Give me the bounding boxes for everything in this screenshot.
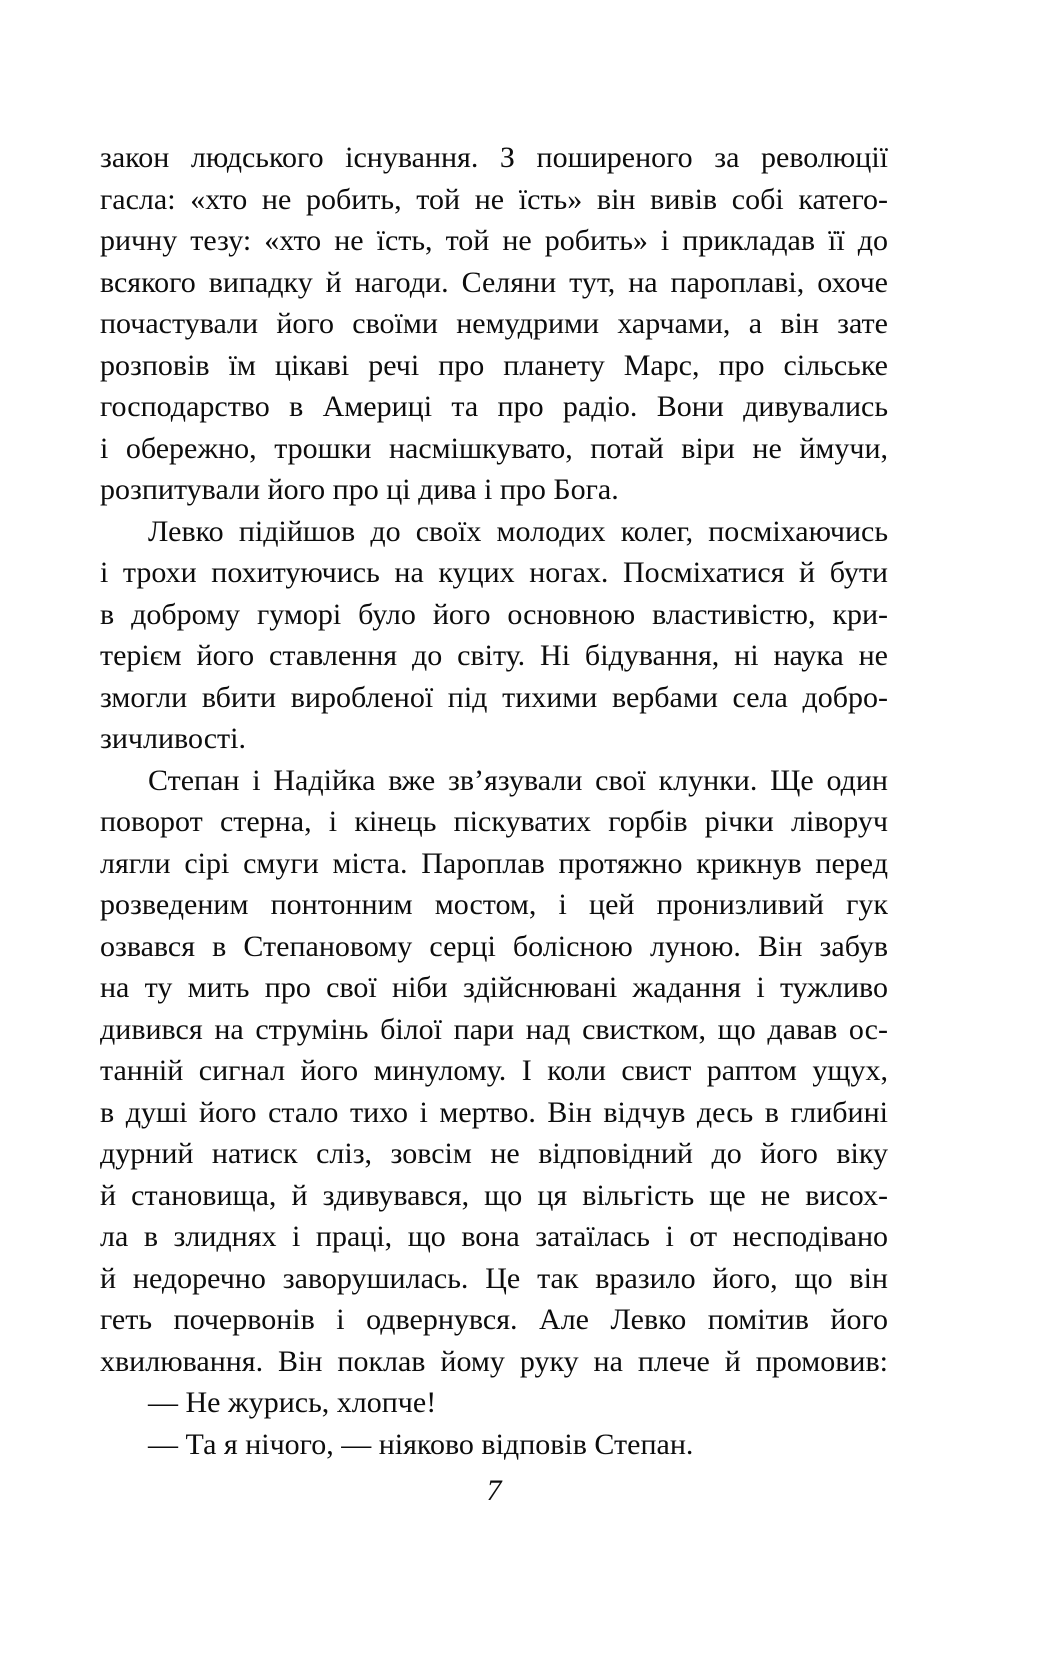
text-line: і трохи похитуючись на куцих ногах. Посміхатися й бути [100,556,888,589]
text-line: зичливості. [100,722,246,755]
text-line: хвилювання. Він поклав йому руку на плече й промовив: [100,1344,888,1378]
text-line: в душі його стало тихо і мертво. Він відчув десь в глибині [100,1095,888,1129]
text-line: розведеним понтонним мостом, і цей пронизливий гук [100,888,888,921]
text-line: розпитували його про ці дива і про Бога. [100,473,619,506]
text-line: — Та я нічого, — ніяково відповів Степан. [148,1427,694,1461]
text-line: терієм його ставлення до світу. Ні бідування, ні наука не [100,639,888,672]
text-line: всякого випадку й нагоди. Селяни тут, на пароплаві, охоче [100,265,888,299]
text-line: лягли сірі смуги міста. Пароплав протяжно крикнув перед [100,846,888,880]
text-line: і обережно, трошки насмішкувато, потай віри не ймучи, [100,431,888,465]
text-line: танній сигнал його минулому. І коли свист раптом ущух, [100,1054,888,1087]
text-line: дивився на струмінь білої пари над свистком, що давав ос- [100,1012,888,1046]
text-line: — Не журись, хлопче! [148,1386,437,1419]
page-text [100,137,888,1465]
text-line: й становища, й здивувався, що ця вільгість ще не висох- [100,1178,888,1212]
text-line: геть почервонів і одвернувся. Але Левко помітив його [100,1303,888,1336]
text-line: Степан і Надійка вже зв’язували свої клунки. Ще один [148,763,888,797]
text-line: господарство в Америці та про радіо. Вони дивувались [100,390,888,423]
text-line: на ту мить про свої ніби здійснювані жадання і тужливо [100,971,888,1004]
text-line: в доброму гуморі було його основною властивістю, кри- [100,597,888,631]
text-line: ричну тезу: «хто не їсть, той не робить» і прикладав її до [100,224,888,257]
text-line: закон людського існування. З поширеного за революції [100,141,888,174]
text-line: змогли вбити виробленої під тихими вербами села добро- [100,680,888,714]
text-line: ла в злиднях і праці, що вона затаїлась і от несподівано [100,1220,888,1253]
text-line: озвався в Степановому серці болісною луною. Він забув [100,929,888,963]
page-number: 7 [486,1474,502,1507]
text-line: Левко підійшов до своїх молодих колег, посміхаючись [148,514,888,548]
text-line: почастували його своїми немудрими харчами, а він зате [100,307,888,340]
text-line: розповів їм цікаві речі про планету Марс, про сільське [100,348,888,382]
text-line: й недоречно заворушилась. Це так вразило його, що він [100,1261,888,1295]
text-line: гасла: «хто не робить, той не їсть» він вивів собі катего- [100,182,888,216]
text-line: поворот стерна, і кінець піскуватих горбів річки ліворуч [100,805,888,838]
text-line: дурний натиск сліз, зовсім не відповідний до його віку [100,1137,888,1170]
